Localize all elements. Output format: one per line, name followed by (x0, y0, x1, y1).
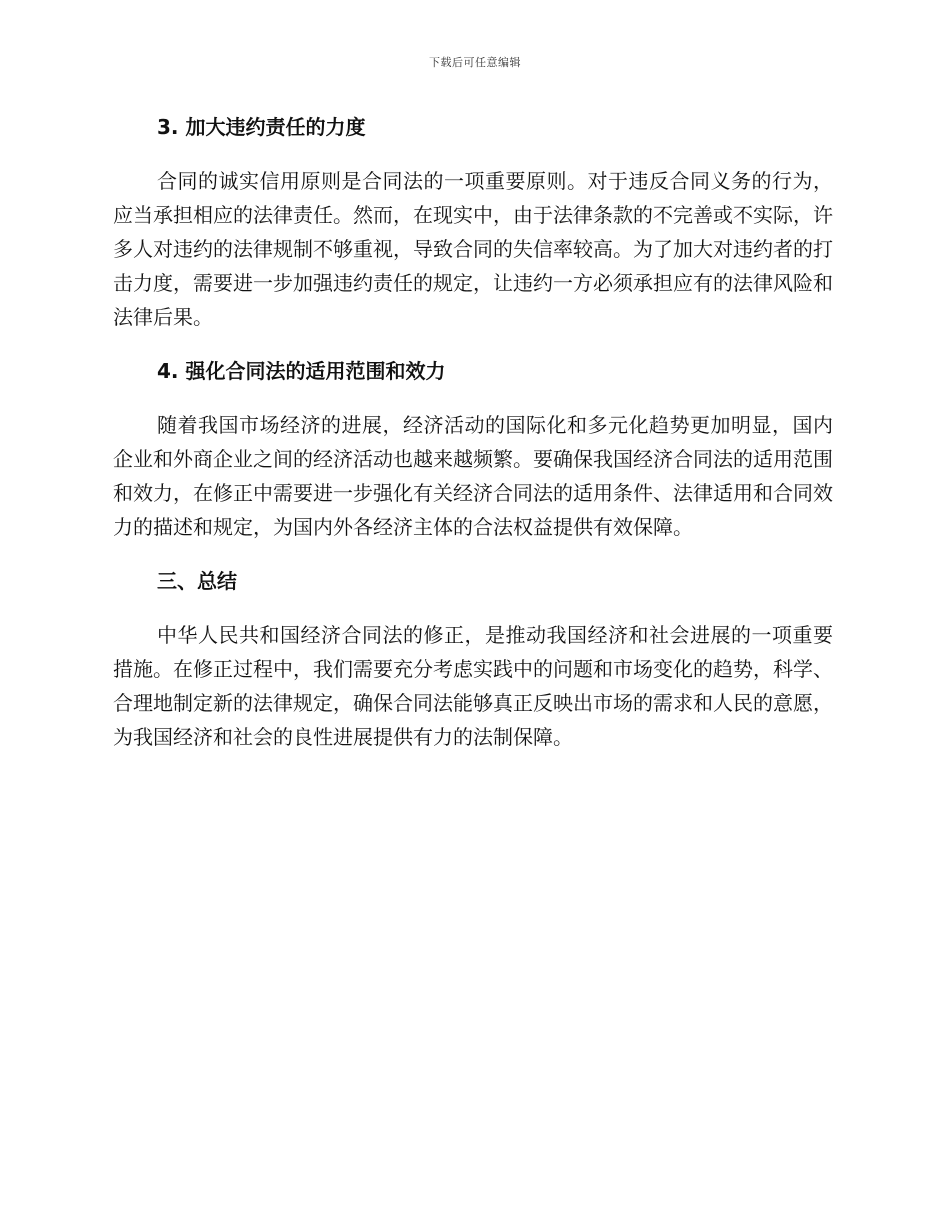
section-heading-scope: 4. 强化合同法的适用范围和效力 (157, 359, 446, 383)
section-paragraph-summary: 中华人民共和国经济合同法的修正，是推动我国经济和社会进展的一项重要措施。在修正过程中，我们需要充分考虑实践中的问题和市场变化的趋势，科学、合理地制定新的法律规定，确保合同法能够真正反映出市场的需求和人民的意愿，为我国经济和社会的良性进展提供有力的法制保障。 (113, 623, 833, 749)
document-body (113, 112, 833, 776)
section-heading-summary: 三、总结 (157, 569, 237, 593)
section-paragraph-penalty: 合同的诚实信用原则是合同法的一项重要原则。对于违反合同义务的行为，应当承担相应的法律责任。然而，在现实中，由于法律条款的不完善或不实际，许多人对违约的法律规制不够重视，导致合同的失信率较高。为了加大对违约者的打击力度，需要进一步加强违约责任的规定，让违约一方必须承担应有的法律风险和法律后果。 (113, 169, 833, 329)
section-paragraph-scope: 随着我国市场经济的进展，经济活动的国际化和多元化趋势更加明显，国内企业和外商企业之间的经济活动也越来越频繁。要确保我国经济合同法的适用范围和效力，在修正中需要进一步强化有关经济合同法的适用条件、法律适用和合同效力的描述和规定，为国内外各经济主体的合法权益提供有效保障。 (113, 413, 833, 539)
section-heading-penalty: 3. 加大违约责任的力度 (157, 115, 366, 139)
page-header-note: 下载后可任意编辑 (429, 56, 521, 69)
